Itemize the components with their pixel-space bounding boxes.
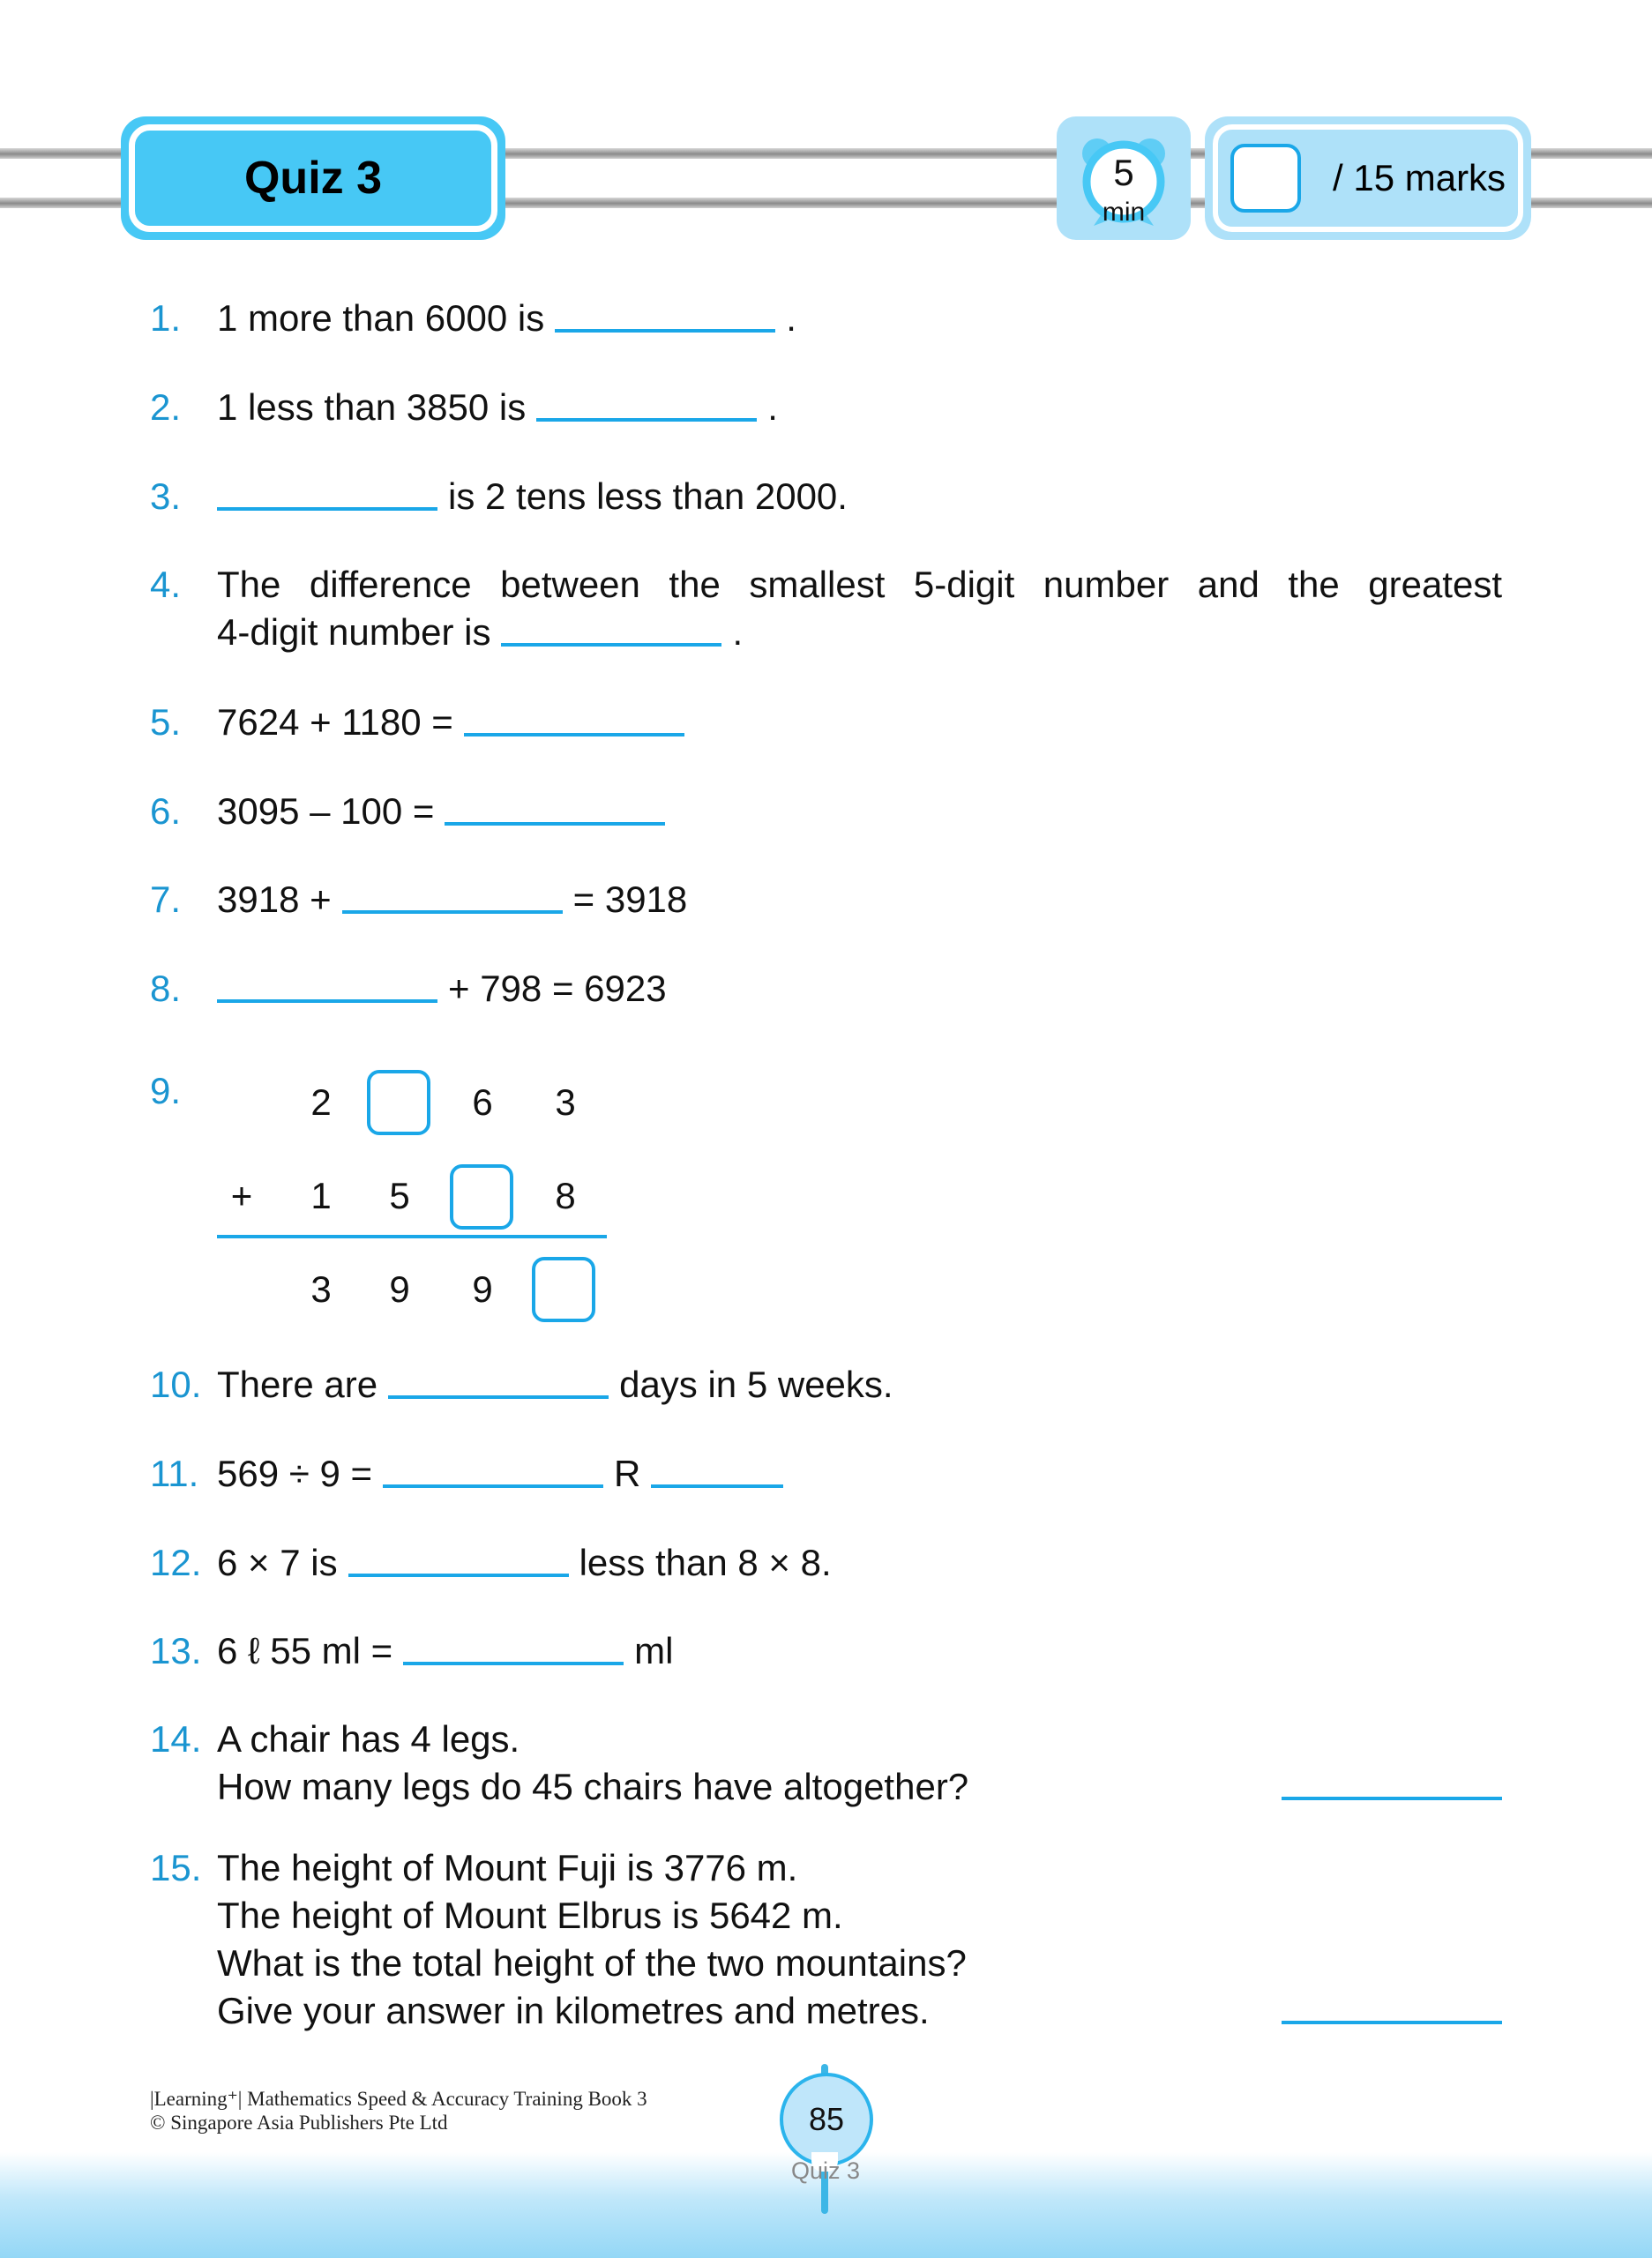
missing-digit-box[interactable]	[532, 1257, 595, 1322]
timer-badge	[1057, 116, 1191, 240]
question-text: .	[786, 297, 796, 339]
marks-total-label: / 15 marks	[1333, 157, 1506, 198]
question-text: less than 8 × 8.	[579, 1542, 832, 1583]
sum-line	[217, 1235, 607, 1238]
score-input-box[interactable]	[1230, 144, 1301, 213]
digit: 6	[472, 1081, 493, 1123]
marks-badge	[1205, 116, 1531, 240]
answer-blank[interactable]	[388, 1395, 609, 1399]
digit: 3	[310, 1268, 332, 1310]
page-number: 85	[808, 2101, 845, 2137]
question-text: = 3918	[572, 879, 688, 920]
question-text: The height of Mount Fuji is 3776 m.	[217, 1847, 798, 1888]
answer-blank[interactable]	[342, 910, 563, 914]
question-text: The height of Mount Elbrus is 5642 m.	[217, 1895, 843, 1936]
question-text: R	[614, 1453, 641, 1494]
footer-credits	[150, 2087, 647, 2135]
digit: 3	[555, 1081, 576, 1123]
digit: 5	[389, 1175, 410, 1216]
answer-blank[interactable]	[217, 507, 437, 511]
question-number: 5.	[150, 701, 182, 743]
remainder-blank[interactable]	[651, 1484, 783, 1488]
question-number: 4.	[150, 564, 182, 605]
page-title: Quiz 3	[129, 124, 497, 232]
question-number: 9.	[150, 1070, 182, 1111]
question-number: 2.	[150, 386, 182, 428]
missing-digit-box[interactable]	[450, 1164, 513, 1230]
question-text: is 2 tens less than 2000.	[448, 475, 848, 517]
question-text: The difference between the smallest 5-digit number and the greatest	[217, 564, 1502, 605]
question-text: 6 ℓ 55 ml =	[217, 1630, 393, 1671]
question-number: 15.	[150, 1847, 202, 1888]
book-title: |Learning⁺| Mathematics Speed & Accuracy Training Book 3	[150, 2088, 647, 2110]
question-text: 3918 +	[217, 879, 332, 920]
answer-blank[interactable]	[1282, 2021, 1502, 2024]
column-addition	[217, 1064, 605, 1328]
digit: 1	[310, 1175, 332, 1216]
digit: 9	[389, 1268, 410, 1310]
question-text: + 798 = 6923	[448, 968, 667, 1009]
copyright: © Singapore Asia Publishers Pte Ltd	[150, 2112, 448, 2134]
question-text: Give your answer in kilometres and metres.	[217, 1990, 930, 2031]
digit: 2	[310, 1081, 332, 1123]
question-text: 7624 + 1180 =	[217, 701, 453, 743]
answer-blank[interactable]	[348, 1574, 569, 1577]
question-number: 8.	[150, 968, 182, 1009]
question-number: 1.	[150, 297, 182, 339]
question-text: days in 5 weeks.	[619, 1364, 893, 1405]
answer-blank[interactable]	[536, 418, 757, 422]
timer-value: 5	[1113, 152, 1134, 193]
question-text: A chair has 4 legs.	[217, 1718, 520, 1760]
quiz-title-badge	[121, 116, 505, 240]
answer-blank[interactable]	[445, 822, 665, 826]
digit: 9	[472, 1268, 493, 1310]
answer-blank[interactable]	[403, 1662, 624, 1665]
question-number: 10.	[150, 1364, 202, 1405]
missing-digit-box[interactable]	[367, 1070, 430, 1135]
question-number: 6.	[150, 790, 182, 832]
digit: 8	[555, 1175, 576, 1216]
question-text: ml	[634, 1630, 674, 1671]
question-text: How many legs do 45 chairs have altogether?	[217, 1766, 969, 1807]
question-text: .	[732, 611, 744, 653]
question-text: 6 × 7 is	[217, 1542, 338, 1583]
answer-blank[interactable]	[555, 329, 775, 333]
question-number: 11.	[150, 1453, 199, 1494]
question-text: .	[767, 386, 778, 428]
question-text: 1 more than 6000 is	[217, 297, 545, 339]
quotient-blank[interactable]	[383, 1484, 603, 1488]
question-text: 569 ÷ 9 =	[217, 1453, 373, 1494]
question-number: 12.	[150, 1542, 202, 1583]
question-number: 13.	[150, 1630, 202, 1671]
question-text: There are	[217, 1364, 378, 1405]
question-number: 7.	[150, 879, 182, 920]
question-text: 4-digit number is	[217, 611, 491, 653]
plus-operator: +	[230, 1175, 253, 1216]
answer-blank[interactable]	[464, 733, 684, 736]
answer-blank[interactable]	[501, 643, 721, 647]
question-number: 3.	[150, 475, 182, 517]
timer-unit: min	[1102, 198, 1146, 227]
section-label: Quiz 3	[790, 2157, 861, 2184]
question-text: What is the total height of the two mountains?	[217, 1942, 967, 1984]
question-number: 14.	[150, 1718, 202, 1760]
question-text: 3095 – 100 =	[217, 790, 435, 832]
question-text: 1 less than 3850 is	[217, 386, 527, 428]
answer-blank[interactable]	[1282, 1797, 1502, 1800]
answer-blank[interactable]	[217, 999, 437, 1003]
